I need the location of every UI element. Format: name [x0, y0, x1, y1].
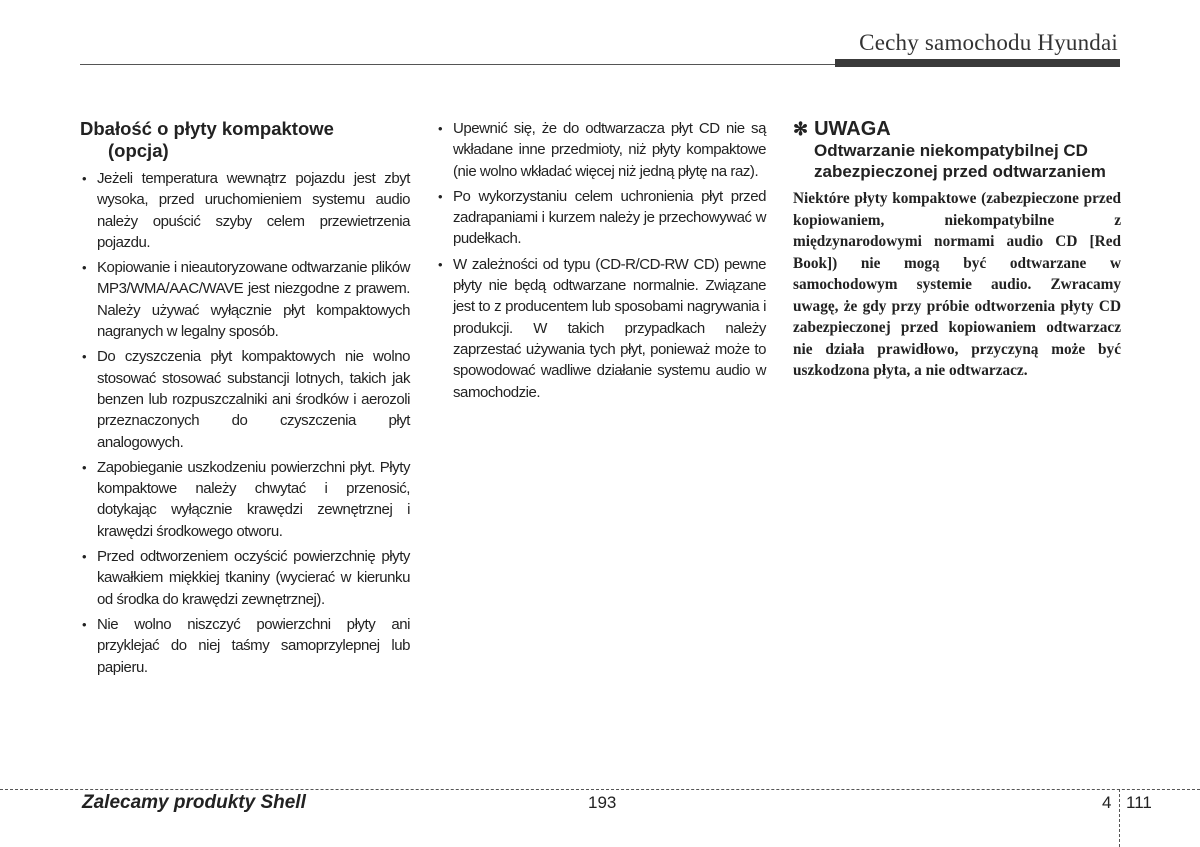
warning-subheading: Odtwarzanie niekompatybilnej CD zabezpieczonej przed odtwarzaniem [814, 141, 1106, 181]
page-header-title: Cechy samochodu Hyundai [859, 30, 1118, 55]
footer-divider [0, 789, 1200, 790]
footer-page-divider [1119, 789, 1120, 847]
list-item: • Kopiowanie i nieautoryzowane odtwarzanie plików MP3/WMA/AAC/WAVE jest niezgodne z prawem. Należy używać wyłącznie płyt kompaktowych nagranych w legalny sposób. [80, 257, 410, 342]
footer-page-number: 111 [1126, 793, 1152, 812]
list-item: • Zapobieganie uszkodzeniu powierzchni płyt. Płyty kompaktowe należy chwytać i przenosić, dotykając wyłącznie krawędzi zewnętrznej i krawędzi środkowego otworu. [80, 457, 410, 542]
column-middle [436, 118, 766, 407]
column-left [80, 118, 410, 682]
warning-body: Niektóre płyty kompaktowe (zabezpieczone przed kopiowaniem, niekompatybilne z międzynarodowymi normami audio CD [Red Book]) nie mogą być odtwarzane w samochodowym systemie audio. Zwracamy uwagę, że gdy przy próbie odtworzenia płyty CD zabezpieczonej przed kopiowaniem odtwarzacz nie działa prawidłowo, przyczyną może być uszkodzona płyta, a nie odtwarzacz. [793, 190, 1121, 379]
footer-slogan: Zalecamy produkty Shell [82, 792, 306, 813]
list-item: • Po wykorzystaniu celem uchronienia płyt przed zadrapaniami i kurzem należy je przechowywać w pudełkach. [436, 186, 766, 250]
footer-document-page: 193 [588, 793, 617, 812]
warning-heading-text: UWAGA [814, 118, 891, 140]
list-item: • Upewnić się, że do odtwarzacza płyt CD nie są wkładane inne przedmioty, niż płyty kompaktowe (nie wolno wkładać więcej niż jedną płytę na raz). [436, 118, 766, 182]
asterisk-icon: ✻ [793, 119, 809, 139]
list-item: • Jeżeli temperatura wewnątrz pojazdu jest zbyt wysoka, przed uruchomieniem systemu audio należy opuścić szyby celem przewietrzenia pojazdu. [80, 168, 410, 253]
list-item: • Nie wolno niszczyć powierzchni płyty ani przyklejać do niej taśmy samoprzylepnej lub papieru. [80, 614, 410, 678]
section-title-line1: Dbałość o płyty kompaktowe [80, 118, 334, 139]
header-accent-bar [835, 59, 1120, 67]
section-title [80, 118, 410, 162]
list-item: • Przed odtworzeniem oczyścić powierzchnię płyty kawałkiem miękkiej tkaniny (wycierać w kierunku od środka do krawędzi zewnętrznej). [80, 546, 410, 610]
care-list-continued [436, 118, 766, 403]
warning-heading [793, 118, 1121, 140]
warning-box [793, 118, 1121, 382]
list-item: • W zależności od typu (CD-R/CD-RW CD) pewne płyty nie będą odtwarzane normalnie. Związane jest to z producentem lub sposobami nagrywania i produkcji. W takich przypadkach należy zaprzestać używania tych płyt, ponieważ może to spowodować wadliwe działanie systemu audio w samochodzie. [436, 254, 766, 403]
care-list [80, 168, 410, 678]
list-item: • Do czyszczenia płyt kompaktowych nie wolno stosować stosować substancji lotnych, takich jak benzen lub rozpuszczalniki ani środków i aerozoli przeznaczonych do czyszczenia płyt analogowych. [80, 346, 410, 452]
footer-chapter-number: 4 [1102, 793, 1112, 812]
section-title-line2: (opcja) [108, 140, 169, 161]
